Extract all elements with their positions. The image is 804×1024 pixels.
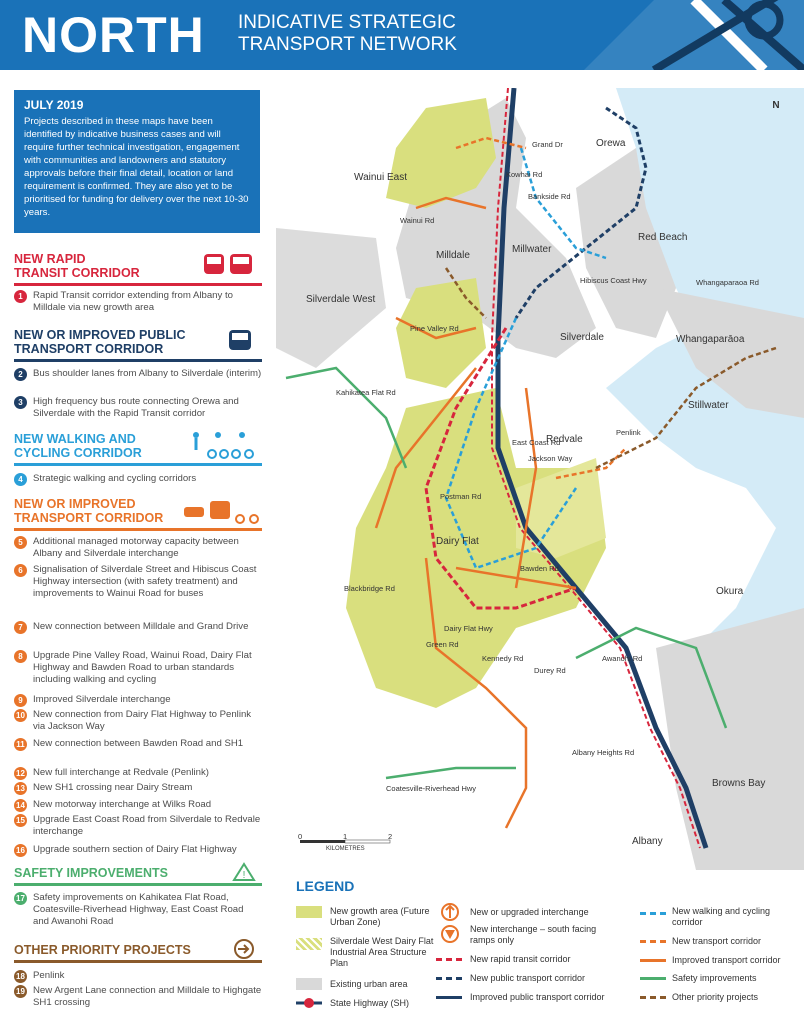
item-number: 3 (14, 396, 27, 409)
section-rule (14, 528, 262, 531)
list-item (14, 892, 262, 928)
item-number: 6 (14, 564, 27, 577)
list-item (14, 290, 262, 314)
page-title: NORTH (22, 7, 205, 63)
urban-swatch (296, 978, 322, 990)
list-item (14, 473, 262, 485)
urban-area (656, 608, 804, 870)
notice-body: Projects described in these maps have been identified by indicative business cases and will require further technical investigation, engagement with communities and landowners and statutory approvals before their final detail, location or land requirement is confirmed. They are also yet to be prioritised for funding for delivery over the next 10-30 years. (24, 116, 249, 218)
place-label: Silverdale West (306, 294, 376, 305)
legend-item: Improved public transport corridor (470, 992, 605, 1002)
item-number: 4 (14, 473, 27, 486)
list-item (14, 536, 262, 560)
south-interchange-icon (440, 924, 460, 944)
item-number: 1 (14, 290, 27, 303)
page-subtitle (238, 12, 457, 56)
item-number: 12 (14, 767, 27, 780)
road-label: Grand Dr (532, 140, 563, 149)
scale-unit: KILOMETRES (326, 846, 365, 852)
state-highway-icon (296, 996, 322, 1010)
place-label: Browns Bay (712, 778, 766, 789)
subtitle-line-2: TRANSPORT NETWORK (238, 34, 457, 55)
road-label: Penlink (616, 428, 641, 437)
legend-item: Other priority projects (672, 992, 759, 1002)
list-item (14, 694, 262, 706)
item-text: New connection between Milldale and Grand Drive (33, 621, 249, 632)
list-item (14, 767, 262, 779)
section-rule (14, 463, 262, 466)
list-item (14, 396, 262, 420)
section-rule (14, 283, 262, 286)
title-line: TRANSPORT CORRIDOR (14, 342, 164, 356)
road-label: Pine Valley Rd (410, 324, 459, 333)
title-line: CYCLING CORRIDOR (14, 446, 142, 460)
item-text: New SH1 crossing near Dairy Stream (33, 782, 193, 793)
place-label: Okura (716, 586, 744, 597)
item-number: 15 (14, 814, 27, 827)
place-label: Orewa (596, 138, 626, 149)
north-arrow-icon: N (772, 100, 780, 111)
list-item (14, 970, 262, 982)
legend-item: State Highway (SH) (330, 998, 410, 1008)
road-label: East Coast Rd (512, 438, 561, 447)
item-text: Safety improvements on Kahikatea Flat Road, Coatesville-Riverhead Highway, East Coast Road and Awanohi Road (33, 892, 244, 927)
legend-item: New or upgraded interchange (470, 907, 589, 917)
road-label: Kahikatea Flat Rd (336, 388, 396, 397)
item-number: 5 (14, 536, 27, 549)
list-item (14, 985, 262, 1009)
train-bus-icon (200, 252, 260, 280)
title-line: TRANSIT CORRIDOR (14, 266, 140, 280)
place-label: Milldale (436, 250, 470, 261)
place-label: Wainui East (354, 172, 407, 183)
road-label: Kowhai Rd (506, 170, 543, 179)
road-label: Bankside Rd (528, 192, 571, 201)
place-label: Dairy Flat (436, 536, 479, 547)
item-text: Rapid Transit corridor extending from Albany to Milldale via new growth area (33, 290, 233, 313)
improved-transport-swatch (640, 959, 666, 962)
list-item (14, 782, 262, 794)
legend (296, 878, 804, 1024)
item-text: Upgrade East Coast Road from Silverdale to Redvale interchange (33, 814, 261, 837)
road-label: Kennedy Rd (482, 654, 524, 663)
item-text: Upgrade southern section of Dairy Flat Highway (33, 844, 237, 855)
arrow-right-icon (232, 939, 256, 959)
road-label: Postman Rd (440, 492, 482, 501)
section-rule (14, 960, 262, 963)
road-label: Albany Heights Rd (572, 748, 635, 757)
safety-swatch (640, 977, 666, 980)
item-text: New Argent Lane connection and Milldale to Highgate SH1 crossing (33, 985, 262, 1008)
scale-tick: 0 (298, 832, 303, 841)
place-label: Red Beach (638, 232, 688, 243)
road-label: Durey Rd (534, 666, 566, 675)
legend-title: LEGEND (296, 878, 355, 894)
place-label: Stillwater (688, 400, 729, 411)
item-number: 8 (14, 650, 27, 663)
road-label: Coatesville-Riverhead Hwy (386, 784, 477, 793)
network-graphic-icon (564, 0, 804, 70)
section-walking-cycling (14, 432, 262, 466)
rapid-swatch (436, 958, 462, 961)
subtitle-line-1: INDICATIVE STRATEGIC (238, 12, 456, 33)
map-area[interactable] (276, 88, 804, 870)
title-line: NEW OR IMPROVED (14, 497, 136, 511)
item-number: 14 (14, 799, 27, 812)
item-number: 19 (14, 985, 27, 998)
item-text: New connection between Bawden Road and SH1 (33, 738, 244, 749)
section-public-transport (14, 328, 262, 362)
item-number: 17 (14, 892, 27, 905)
title-line: NEW WALKING AND (14, 432, 136, 446)
public-improved-swatch (436, 996, 462, 999)
legend-item: Improved transport corridor (672, 955, 781, 965)
interchange-icon (440, 902, 460, 922)
list-item (14, 564, 262, 600)
notice-box (14, 90, 260, 233)
list-item (14, 709, 262, 733)
legend-item: Existing urban area (330, 979, 408, 989)
item-text: High frequency bus route connecting Orewa and Silverdale with the Rapid Transit corridor (33, 396, 239, 419)
item-number: 16 (14, 844, 27, 857)
item-text: Bus shoulder lanes from Albany to Silverdale (interim) (33, 368, 262, 379)
item-number: 2 (14, 368, 27, 381)
place-label: Millwater (512, 244, 552, 255)
industrial-swatch (296, 938, 322, 950)
svg-text:!: ! (242, 870, 246, 881)
item-text: Additional managed motorway capacity between Albany and Silverdale interchange (33, 536, 239, 559)
title-line: TRANSPORT CORRIDOR (14, 511, 164, 525)
header-banner (0, 0, 804, 70)
place-label: Redvale (546, 434, 583, 445)
section-other (14, 943, 262, 963)
item-text: New full interchange at Redvale (Penlink) (33, 767, 209, 778)
item-text: New motorway interchange at Wilks Road (33, 799, 212, 810)
section-safety (14, 866, 262, 886)
list-item (14, 814, 262, 838)
legend-item: Silverdale West Dairy Flat Industrial Area Structure Plan (330, 936, 434, 968)
section-rule (14, 359, 262, 362)
warning-icon (232, 862, 256, 882)
item-number: 18 (14, 970, 27, 983)
item-text: Improved Silverdale interchange (33, 694, 171, 705)
legend-item: New transport corridor (672, 936, 762, 946)
item-text: New connection from Dairy Flat Highway to Penlink via Jackson Way (33, 709, 252, 732)
scale-tick: 2 (388, 832, 393, 841)
section-title: OTHER PRIORITY PROJECTS (14, 943, 191, 957)
walk-cycle-icon (186, 430, 258, 460)
list-item (14, 650, 262, 686)
list-item (14, 799, 262, 811)
road-label: Dairy Flat Hwy (444, 624, 493, 633)
road-label: Awanohi Rd (602, 654, 643, 663)
list-item (14, 738, 262, 750)
notice-date: JULY 2019 (24, 98, 84, 112)
walking-swatch (640, 912, 666, 915)
place-label: Whangaparāoa (676, 334, 745, 345)
scale-tick: 1 (343, 832, 348, 841)
road-label: Whangaparaoa Rd (696, 278, 759, 287)
road-label: Green Rd (426, 640, 459, 649)
other-swatch (640, 996, 666, 999)
section-rapid-transit (14, 252, 262, 286)
list-item (14, 368, 262, 380)
item-text: Strategic walking and cycling corridors (33, 473, 197, 484)
item-text: Signalisation of Silverdale Street and Hibiscus Coast Highway intersection (with safety treatment) and improvements to Wainui Road for buses (33, 564, 257, 599)
public-new-swatch (436, 977, 462, 980)
car-bus-cycle-icon (182, 497, 262, 525)
item-number: 9 (14, 694, 27, 707)
item-number: 7 (14, 621, 27, 634)
title-line: NEW OR IMPROVED PUBLIC (14, 328, 186, 342)
section-title (14, 328, 262, 356)
item-text: Upgrade Pine Valley Road, Wainui Road, Dairy Flat Highway and Bawden Road to urban standards including walking and cycling (33, 650, 252, 685)
road-label: Bawden Rd (520, 564, 559, 573)
legend-item: New walking and cycling corridor (672, 906, 771, 927)
road-label: Blackbridge Rd (344, 584, 395, 593)
item-number: 13 (14, 782, 27, 795)
section-rule (14, 883, 262, 886)
map-canvas (276, 88, 804, 870)
road-label: Wainui Rd (400, 216, 435, 225)
section-title: SAFETY IMPROVEMENTS (14, 866, 168, 880)
growth-swatch (296, 906, 322, 918)
legend-item: New rapid transit corridor (470, 954, 571, 964)
section-transport (14, 497, 262, 531)
item-number: 11 (14, 738, 27, 751)
item-number: 10 (14, 709, 27, 722)
title-line: NEW RAPID (14, 252, 86, 266)
item-text: Penlink (33, 970, 65, 981)
place-label: Silverdale (560, 332, 604, 343)
new-transport-swatch (640, 940, 666, 943)
list-item (14, 844, 262, 856)
road-label: Jackson Way (528, 454, 573, 463)
legend-item: New interchange – south facing ramps only (470, 924, 597, 945)
place-label: Albany (632, 836, 663, 847)
legend-item: New public transport corridor (470, 973, 586, 983)
bus-icon (226, 328, 256, 356)
legend-item: New growth area (Future Urban Zone) (330, 906, 430, 927)
road-label: Hibiscus Coast Hwy (580, 276, 647, 285)
legend-item: Safety improvements (672, 973, 757, 983)
list-item (14, 621, 262, 633)
